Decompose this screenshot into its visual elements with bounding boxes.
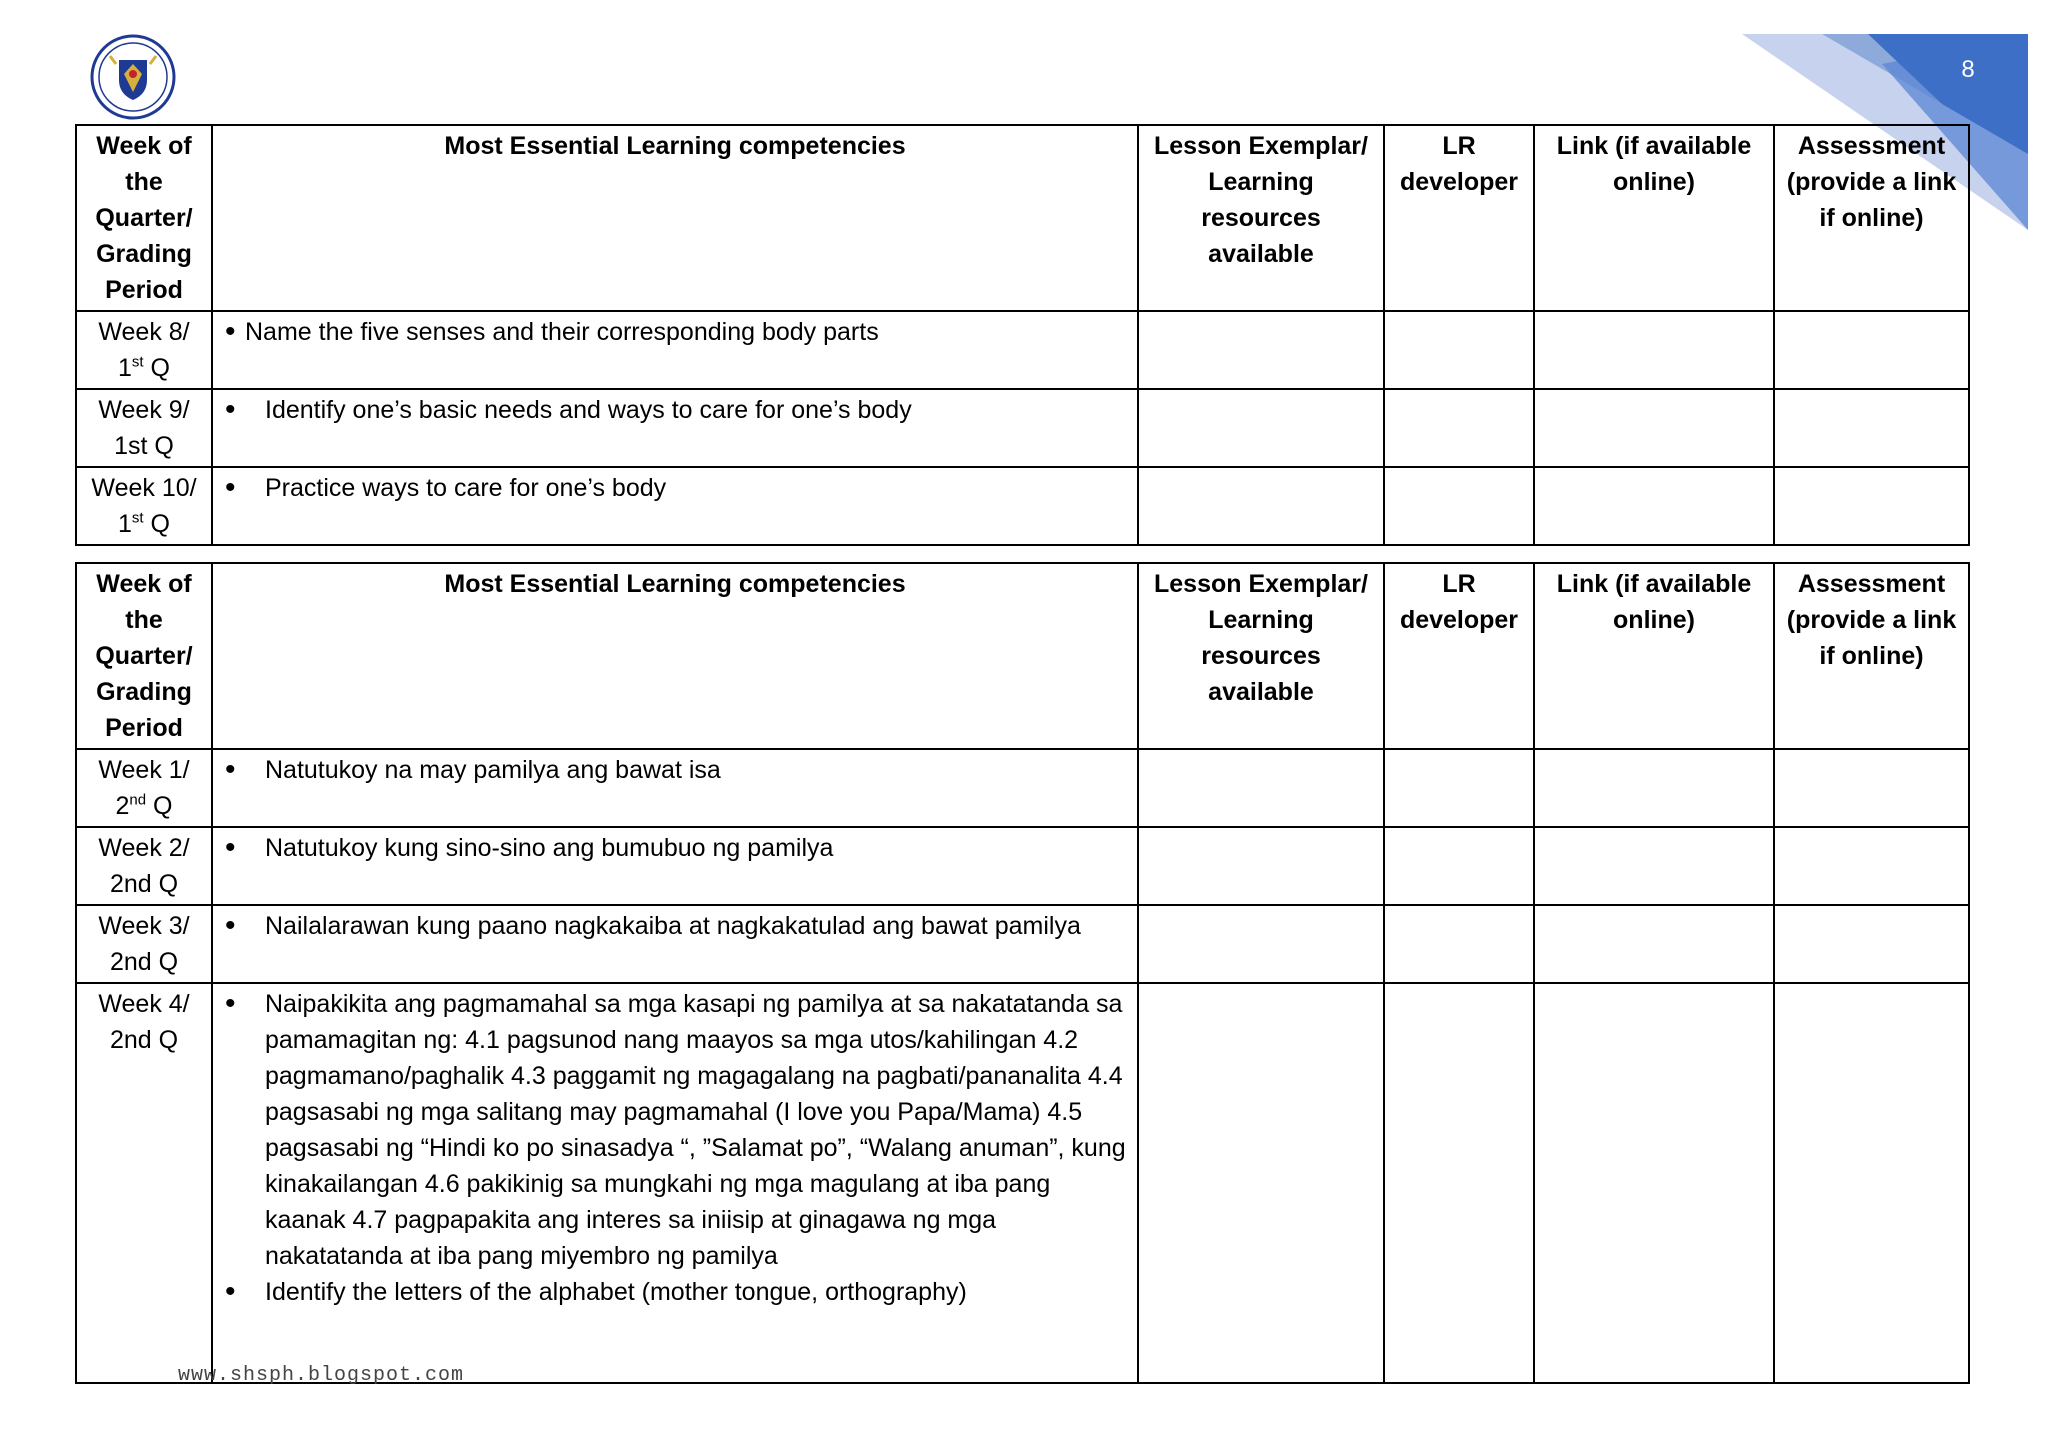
week-cell: Week 2/ 2nd Q [76,827,212,905]
competency-item: • Natutukoy kung sino-sino ang bumubuo ng pamilya [245,830,1129,866]
competency-item: • Nailalarawan kung paano nagkakaiba at nagkakatulad ang bawat pamilya [245,908,1129,944]
competency-item: • Name the five senses and their corresponding body parts [245,314,1129,350]
link-cell [1534,905,1774,983]
lr-developer-cell [1384,749,1534,827]
lr-developer-cell [1384,467,1534,545]
link-cell [1534,311,1774,389]
lesson-cell [1138,467,1384,545]
week-cell: Week 1/ 2nd Q [76,749,212,827]
assessment-cell [1774,389,1969,467]
link-cell [1534,389,1774,467]
header-assessment: Assessment (provide a link if online) [1774,125,1969,311]
competency-cell [212,389,1138,467]
lesson-cell [1138,827,1384,905]
header-week: Week of the Quarter/ Grading Period [76,125,212,311]
lr-developer-cell [1384,389,1534,467]
competency-cell [212,311,1138,389]
table-row [76,467,1969,545]
competency-item: • Practice ways to care for one’s body [245,470,1129,506]
week-cell: Week 10/ 1st Q [76,467,212,545]
lr-developer-cell [1384,827,1534,905]
assessment-cell [1774,467,1969,545]
header-link: Link (if available online) [1534,125,1774,311]
melc-table-quarter-1 [75,124,1970,546]
page-number: 8 [1961,56,1975,83]
lesson-cell [1138,983,1384,1383]
assessment-cell [1774,827,1969,905]
lr-developer-cell [1384,983,1534,1383]
assessment-cell [1774,311,1969,389]
table-header-row [76,125,1969,311]
table-row [76,983,1969,1383]
header-link: Link (if available online) [1534,563,1774,749]
lesson-cell [1138,749,1384,827]
lr-developer-cell [1384,311,1534,389]
header-lesson-exemplar: Lesson Exemplar/ Learning resources available [1138,125,1384,311]
assessment-cell [1774,749,1969,827]
lr-developer-cell [1384,905,1534,983]
competency-cell [212,749,1138,827]
lesson-cell [1138,389,1384,467]
header-week: Week of the Quarter/ Grading Period [76,563,212,749]
competency-item: • Naipakikita ang pagmamahal sa mga kasapi ng pamilya at sa nakatatanda sa pamamagitan ng: 4.1 pagsunod nang maayos sa mga utos/kahilingan 4.2 pagmamano/paghalik 4.3 paggamit ng magagalang na pagbati/pananalita 4.4 pagsasabi ng mga salitang may pagmamahal (I love you Papa/Mama) 4.5 pagsasabi ng “Hindi ko po sinasadya “, ”Salamat po”, “Walang anuman”, kung kinakailangan 4.6 pakikinig sa mungkahi ng mga magulang at iba pang kaanak 4.7 pagpapakita ang interes sa iniisip at ginagawa ng mga nakatatanda at iba pang miyembro ng pamilya [245,986,1129,1274]
header-lr-developer: LR developer [1384,125,1534,311]
table-row [76,905,1969,983]
lesson-cell [1138,311,1384,389]
competency-cell [212,983,1138,1383]
week-cell: Week 3/ 2nd Q [76,905,212,983]
link-cell [1534,467,1774,545]
week-cell: Week 8/ 1st Q [76,311,212,389]
link-cell [1534,749,1774,827]
assessment-cell [1774,983,1969,1383]
header-lesson-exemplar: Lesson Exemplar/ Learning resources available [1138,563,1384,749]
competency-cell [212,827,1138,905]
link-cell [1534,983,1774,1383]
table-row [76,827,1969,905]
header-assessment: Assessment (provide a link if online) [1774,563,1969,749]
competency-item: • Identify the letters of the alphabet (mother tongue, orthography) [245,1274,1129,1310]
melc-table-quarter-2 [75,562,1970,1384]
lesson-cell [1138,905,1384,983]
table-row [76,749,1969,827]
table-row [76,311,1969,389]
competency-cell [212,467,1138,545]
competency-cell [212,905,1138,983]
link-cell [1534,827,1774,905]
competency-item: • Natutukoy na may pamilya ang bawat isa [245,752,1129,788]
deped-seal-logo [86,34,180,120]
competency-item: • Identify one’s basic needs and ways to care for one’s body [245,392,1129,428]
header-melc: Most Essential Learning competencies [212,563,1138,749]
table-row [76,389,1969,467]
week-cell: Week 4/ 2nd Q [76,983,212,1383]
week-cell: Week 9/ 1st Q [76,389,212,467]
header-melc: Most Essential Learning competencies [212,125,1138,311]
table-header-row [76,563,1969,749]
assessment-cell [1774,905,1969,983]
header-lr-developer: LR developer [1384,563,1534,749]
footer-url: www.shsph.blogspot.com [178,1364,465,1387]
